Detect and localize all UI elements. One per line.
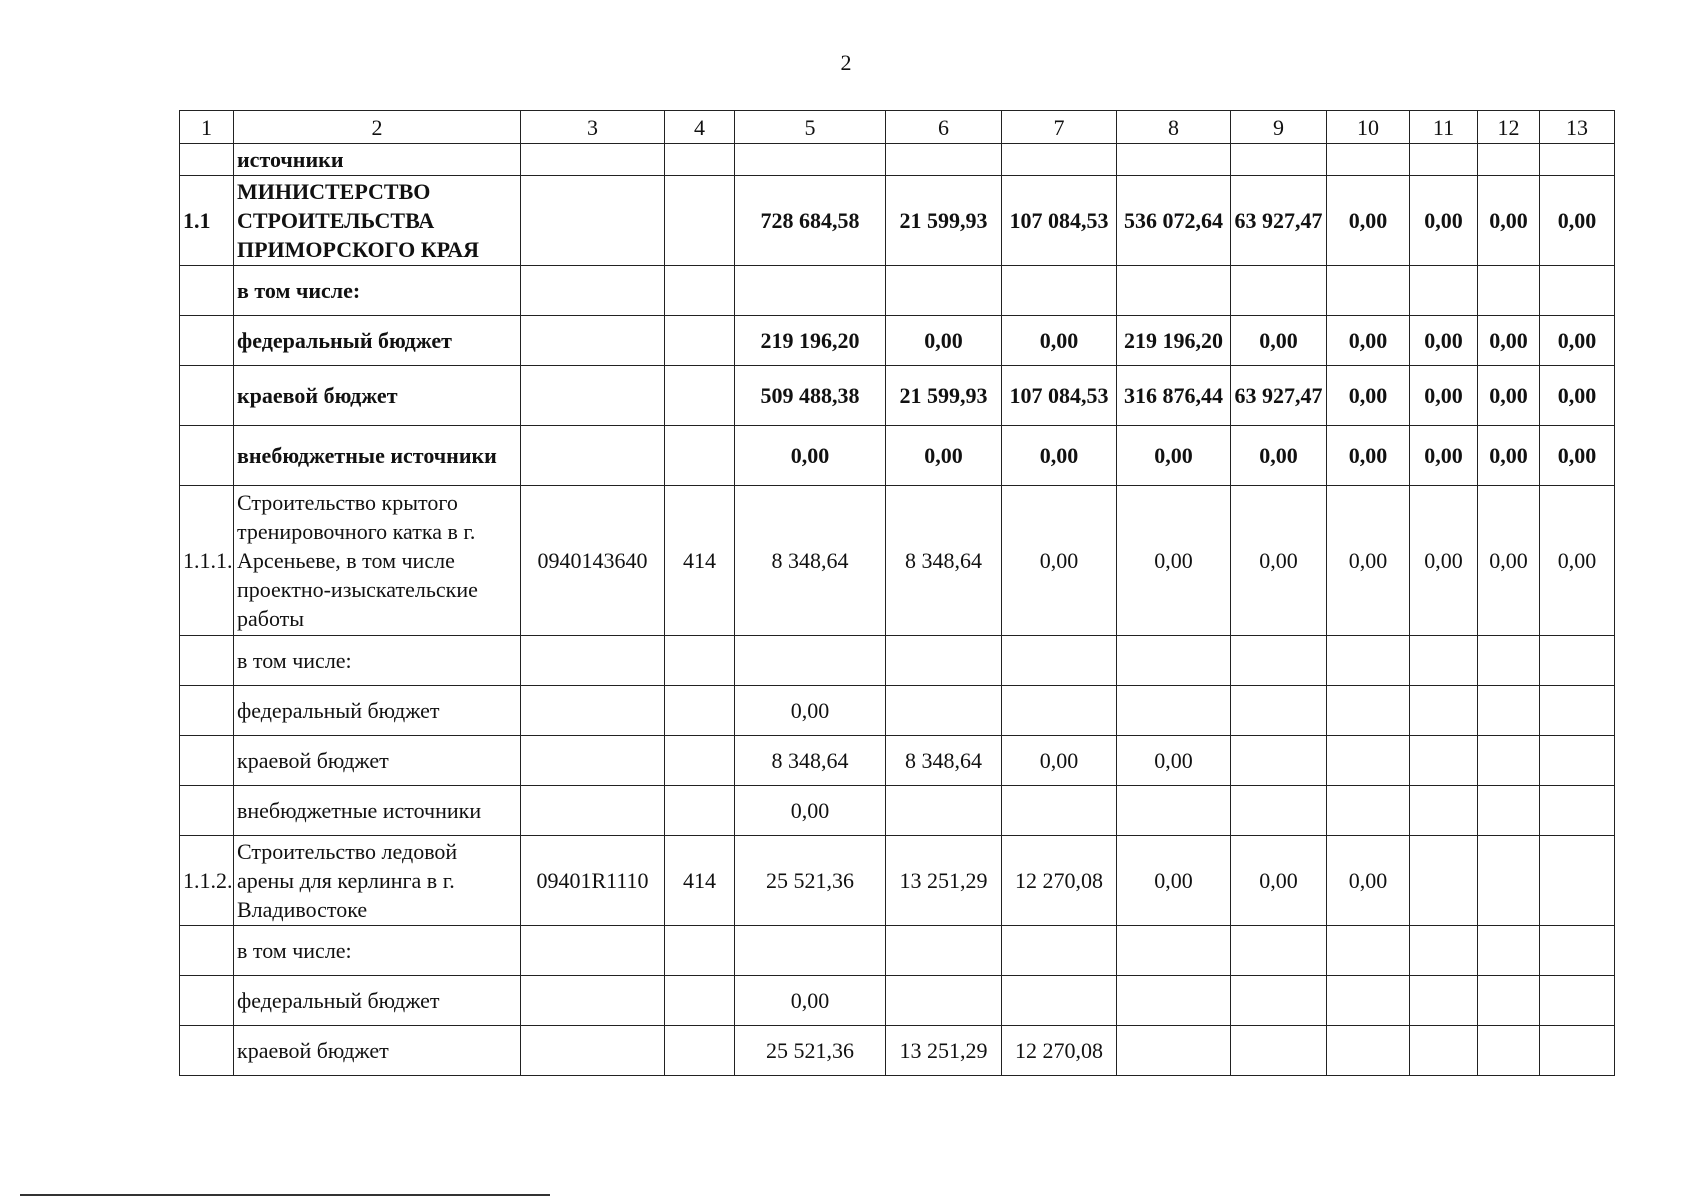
row-value-cell — [1478, 976, 1540, 1026]
row-value-cell: 0,00 — [735, 976, 886, 1026]
row-value-cell — [1540, 926, 1615, 976]
header-cell: 13 — [1540, 111, 1615, 144]
table-row — [180, 366, 1615, 426]
row-value-cell: 0,00 — [1117, 486, 1231, 636]
row-name-cell: федеральный бюджет — [234, 686, 521, 736]
row-value-cell — [1540, 1026, 1615, 1076]
row-index-cell — [180, 316, 234, 366]
header-cell: 3 — [521, 111, 665, 144]
row-value-cell: 0,00 — [1327, 486, 1410, 636]
row-index-cell — [180, 266, 234, 316]
row-value-cell: 0,00 — [1002, 316, 1117, 366]
row-value-cell: 0,00 — [1478, 426, 1540, 486]
row-code-cell — [521, 1026, 665, 1076]
row-value-cell: 0,00 — [1231, 316, 1327, 366]
row-value-cell — [1117, 144, 1231, 176]
header-cell: 8 — [1117, 111, 1231, 144]
row-code-cell: 09401R1110 — [521, 836, 665, 926]
row-kvr-cell — [665, 176, 735, 266]
row-index-cell: 1.1 — [180, 176, 234, 266]
row-value-cell — [1002, 266, 1117, 316]
row-value-cell: 219 196,20 — [735, 316, 886, 366]
row-kvr-cell — [665, 736, 735, 786]
table-row — [180, 486, 1615, 636]
row-value-cell — [1478, 926, 1540, 976]
row-value-cell: 0,00 — [1117, 736, 1231, 786]
row-name-cell: краевой бюджет — [234, 366, 521, 426]
row-value-cell — [1478, 786, 1540, 836]
row-value-cell: 0,00 — [1002, 486, 1117, 636]
row-value-cell — [1231, 976, 1327, 1026]
row-value-cell — [1410, 686, 1478, 736]
row-value-cell — [1540, 636, 1615, 686]
row-value-cell — [735, 266, 886, 316]
row-value-cell — [1002, 144, 1117, 176]
row-index-cell: 1.1.1. — [180, 486, 234, 636]
row-name-cell: МИНИСТЕРСТВО СТРОИТЕЛЬСТВА ПРИМОРСКОГО КРАЯ — [234, 176, 521, 266]
row-code-cell — [521, 426, 665, 486]
row-value-cell — [1410, 786, 1478, 836]
row-value-cell — [886, 686, 1002, 736]
row-value-cell: 25 521,36 — [735, 836, 886, 926]
row-value-cell: 0,00 — [886, 426, 1002, 486]
row-value-cell: 21 599,93 — [886, 176, 1002, 266]
row-value-cell — [1478, 1026, 1540, 1076]
row-value-cell — [1327, 686, 1410, 736]
row-value-cell — [735, 926, 886, 976]
row-kvr-cell — [665, 636, 735, 686]
row-value-cell — [1231, 686, 1327, 736]
row-value-cell: 0,00 — [1478, 176, 1540, 266]
row-value-cell — [1540, 266, 1615, 316]
footer-rule — [20, 1194, 550, 1196]
row-index-cell — [180, 366, 234, 426]
row-value-cell: 0,00 — [1540, 366, 1615, 426]
row-value-cell: 0,00 — [1002, 736, 1117, 786]
row-value-cell — [1327, 144, 1410, 176]
row-value-cell — [1231, 786, 1327, 836]
row-code-cell — [521, 786, 665, 836]
header-cell: 4 — [665, 111, 735, 144]
row-value-cell: 0,00 — [1327, 426, 1410, 486]
row-index-cell — [180, 1026, 234, 1076]
row-value-cell — [1410, 144, 1478, 176]
row-name-cell: внебюджетные источники — [234, 786, 521, 836]
row-value-cell — [1327, 926, 1410, 976]
row-value-cell — [1410, 976, 1478, 1026]
row-value-cell — [1231, 266, 1327, 316]
row-kvr-cell — [665, 786, 735, 836]
row-value-cell: 0,00 — [1410, 316, 1478, 366]
row-value-cell — [1540, 836, 1615, 926]
page-number: 2 — [840, 50, 852, 75]
row-value-cell: 13 251,29 — [886, 1026, 1002, 1076]
table-row — [180, 316, 1615, 366]
row-value-cell: 107 084,53 — [1002, 176, 1117, 266]
row-index-cell — [180, 426, 234, 486]
row-code-cell — [521, 176, 665, 266]
row-code-cell — [521, 144, 665, 176]
row-kvr-cell: 414 — [665, 486, 735, 636]
row-value-cell — [886, 926, 1002, 976]
row-value-cell — [1002, 926, 1117, 976]
table-row — [180, 736, 1615, 786]
row-code-cell: 0940143640 — [521, 486, 665, 636]
row-value-cell — [1002, 786, 1117, 836]
row-value-cell: 0,00 — [1540, 426, 1615, 486]
row-value-cell — [1478, 144, 1540, 176]
row-value-cell — [1478, 686, 1540, 736]
row-value-cell: 0,00 — [735, 426, 886, 486]
row-value-cell — [1231, 926, 1327, 976]
row-value-cell — [1327, 1026, 1410, 1076]
row-value-cell — [1231, 1026, 1327, 1076]
row-code-cell — [521, 636, 665, 686]
row-value-cell: 63 927,47 — [1231, 176, 1327, 266]
row-index-cell — [180, 786, 234, 836]
row-value-cell — [886, 636, 1002, 686]
row-value-cell — [1002, 976, 1117, 1026]
table-row — [180, 926, 1615, 976]
row-index-cell — [180, 144, 234, 176]
header-cell: 7 — [1002, 111, 1117, 144]
row-kvr-cell — [665, 426, 735, 486]
row-value-cell: 0,00 — [1327, 366, 1410, 426]
row-value-cell: 8 348,64 — [735, 736, 886, 786]
row-value-cell — [1231, 144, 1327, 176]
row-name-cell: в том числе: — [234, 926, 521, 976]
row-value-cell: 0,00 — [1231, 426, 1327, 486]
row-value-cell — [1478, 736, 1540, 786]
row-value-cell — [1478, 836, 1540, 926]
row-name-cell: краевой бюджет — [234, 736, 521, 786]
row-name-cell: краевой бюджет — [234, 1026, 521, 1076]
row-value-cell: 0,00 — [1478, 316, 1540, 366]
row-value-cell: 536 072,64 — [1117, 176, 1231, 266]
row-index-cell: 1.1.2. — [180, 836, 234, 926]
row-value-cell: 0,00 — [886, 316, 1002, 366]
row-name-cell: федеральный бюджет — [234, 316, 521, 366]
header-cell: 11 — [1410, 111, 1478, 144]
row-value-cell — [1117, 1026, 1231, 1076]
row-code-cell — [521, 366, 665, 426]
table-row — [180, 976, 1615, 1026]
row-value-cell: 0,00 — [735, 686, 886, 736]
row-code-cell — [521, 926, 665, 976]
row-value-cell — [1231, 736, 1327, 786]
row-value-cell — [886, 144, 1002, 176]
table-header-row — [180, 111, 1615, 144]
row-name-cell: в том числе: — [234, 636, 521, 686]
row-value-cell — [735, 144, 886, 176]
row-value-cell — [1540, 736, 1615, 786]
table-row — [180, 636, 1615, 686]
row-value-cell: 219 196,20 — [1117, 316, 1231, 366]
row-value-cell: 63 927,47 — [1231, 366, 1327, 426]
row-value-cell — [1327, 266, 1410, 316]
row-value-cell — [1410, 636, 1478, 686]
row-kvr-cell — [665, 366, 735, 426]
row-value-cell — [1231, 636, 1327, 686]
row-value-cell: 0,00 — [1002, 426, 1117, 486]
row-index-cell — [180, 976, 234, 1026]
row-value-cell: 0,00 — [1478, 366, 1540, 426]
row-index-cell — [180, 636, 234, 686]
row-value-cell — [1327, 786, 1410, 836]
row-value-cell: 0,00 — [1410, 366, 1478, 426]
row-value-cell: 0,00 — [1410, 426, 1478, 486]
row-value-cell: 8 348,64 — [886, 486, 1002, 636]
row-value-cell: 0,00 — [1231, 486, 1327, 636]
row-value-cell: 316 876,44 — [1117, 366, 1231, 426]
row-name-cell: федеральный бюджет — [234, 976, 521, 1026]
row-name-cell: Строительство крытого тренировочного катка в г. Арсеньеве, в том числе проектно-изыскательские работы — [234, 486, 521, 636]
row-code-cell — [521, 686, 665, 736]
row-value-cell: 0,00 — [1327, 316, 1410, 366]
row-value-cell — [1540, 144, 1615, 176]
table-row — [180, 266, 1615, 316]
row-kvr-cell — [665, 1026, 735, 1076]
row-name-cell: в том числе: — [234, 266, 521, 316]
header-cell: 5 — [735, 111, 886, 144]
row-name-cell: источники — [234, 144, 521, 176]
row-code-cell — [521, 976, 665, 1026]
row-value-cell: 21 599,93 — [886, 366, 1002, 426]
row-value-cell — [1410, 836, 1478, 926]
row-value-cell: 0,00 — [735, 786, 886, 836]
row-value-cell: 0,00 — [1540, 486, 1615, 636]
row-kvr-cell: 414 — [665, 836, 735, 926]
row-code-cell — [521, 266, 665, 316]
row-value-cell — [1117, 636, 1231, 686]
header-cell: 6 — [886, 111, 1002, 144]
row-value-cell — [1540, 686, 1615, 736]
row-value-cell — [1410, 736, 1478, 786]
row-kvr-cell — [665, 316, 735, 366]
row-value-cell: 509 488,38 — [735, 366, 886, 426]
row-value-cell: 8 348,64 — [886, 736, 1002, 786]
table-row — [180, 426, 1615, 486]
row-value-cell: 0,00 — [1117, 836, 1231, 926]
row-kvr-cell — [665, 266, 735, 316]
row-value-cell: 25 521,36 — [735, 1026, 886, 1076]
row-value-cell — [1410, 266, 1478, 316]
row-value-cell — [886, 976, 1002, 1026]
row-value-cell: 107 084,53 — [1002, 366, 1117, 426]
row-value-cell — [1117, 976, 1231, 1026]
row-name-cell: Строительство ледовой арены для керлинга в г. Владивостоке — [234, 836, 521, 926]
row-value-cell — [1540, 976, 1615, 1026]
table-row — [180, 686, 1615, 736]
row-index-cell — [180, 686, 234, 736]
row-value-cell — [1410, 926, 1478, 976]
row-kvr-cell — [665, 926, 735, 976]
row-value-cell: 13 251,29 — [886, 836, 1002, 926]
row-value-cell — [1410, 1026, 1478, 1076]
row-value-cell — [1327, 636, 1410, 686]
row-value-cell: 0,00 — [1117, 426, 1231, 486]
header-cell: 1 — [180, 111, 234, 144]
row-value-cell — [1327, 736, 1410, 786]
row-value-cell: 0,00 — [1231, 836, 1327, 926]
row-value-cell: 12 270,08 — [1002, 836, 1117, 926]
row-code-cell — [521, 736, 665, 786]
header-cell: 9 — [1231, 111, 1327, 144]
row-value-cell — [1002, 686, 1117, 736]
row-value-cell: 8 348,64 — [735, 486, 886, 636]
row-value-cell — [886, 266, 1002, 316]
row-value-cell: 728 684,58 — [735, 176, 886, 266]
row-name-cell: внебюджетные источники — [234, 426, 521, 486]
row-index-cell — [180, 736, 234, 786]
header-cell: 10 — [1327, 111, 1410, 144]
budget-table — [179, 110, 1615, 1076]
header-cell: 2 — [234, 111, 521, 144]
row-value-cell: 0,00 — [1410, 176, 1478, 266]
table-row — [180, 176, 1615, 266]
row-value-cell — [735, 636, 886, 686]
row-value-cell — [886, 786, 1002, 836]
row-value-cell: 0,00 — [1540, 316, 1615, 366]
row-value-cell: 0,00 — [1327, 836, 1410, 926]
row-value-cell: 0,00 — [1478, 486, 1540, 636]
row-value-cell — [1478, 266, 1540, 316]
row-value-cell — [1540, 786, 1615, 836]
row-value-cell: 0,00 — [1410, 486, 1478, 636]
row-value-cell — [1478, 636, 1540, 686]
table-row — [180, 1026, 1615, 1076]
row-value-cell — [1327, 976, 1410, 1026]
row-index-cell — [180, 926, 234, 976]
row-value-cell — [1117, 786, 1231, 836]
header-cell: 12 — [1478, 111, 1540, 144]
table-row — [180, 836, 1615, 926]
row-value-cell: 0,00 — [1327, 176, 1410, 266]
row-value-cell — [1117, 266, 1231, 316]
row-code-cell — [521, 316, 665, 366]
row-value-cell — [1002, 636, 1117, 686]
row-kvr-cell — [665, 144, 735, 176]
row-value-cell — [1117, 686, 1231, 736]
row-value-cell — [1117, 926, 1231, 976]
table-row — [180, 144, 1615, 176]
row-kvr-cell — [665, 976, 735, 1026]
table-row — [180, 786, 1615, 836]
row-value-cell: 12 270,08 — [1002, 1026, 1117, 1076]
row-value-cell: 0,00 — [1540, 176, 1615, 266]
row-kvr-cell — [665, 686, 735, 736]
